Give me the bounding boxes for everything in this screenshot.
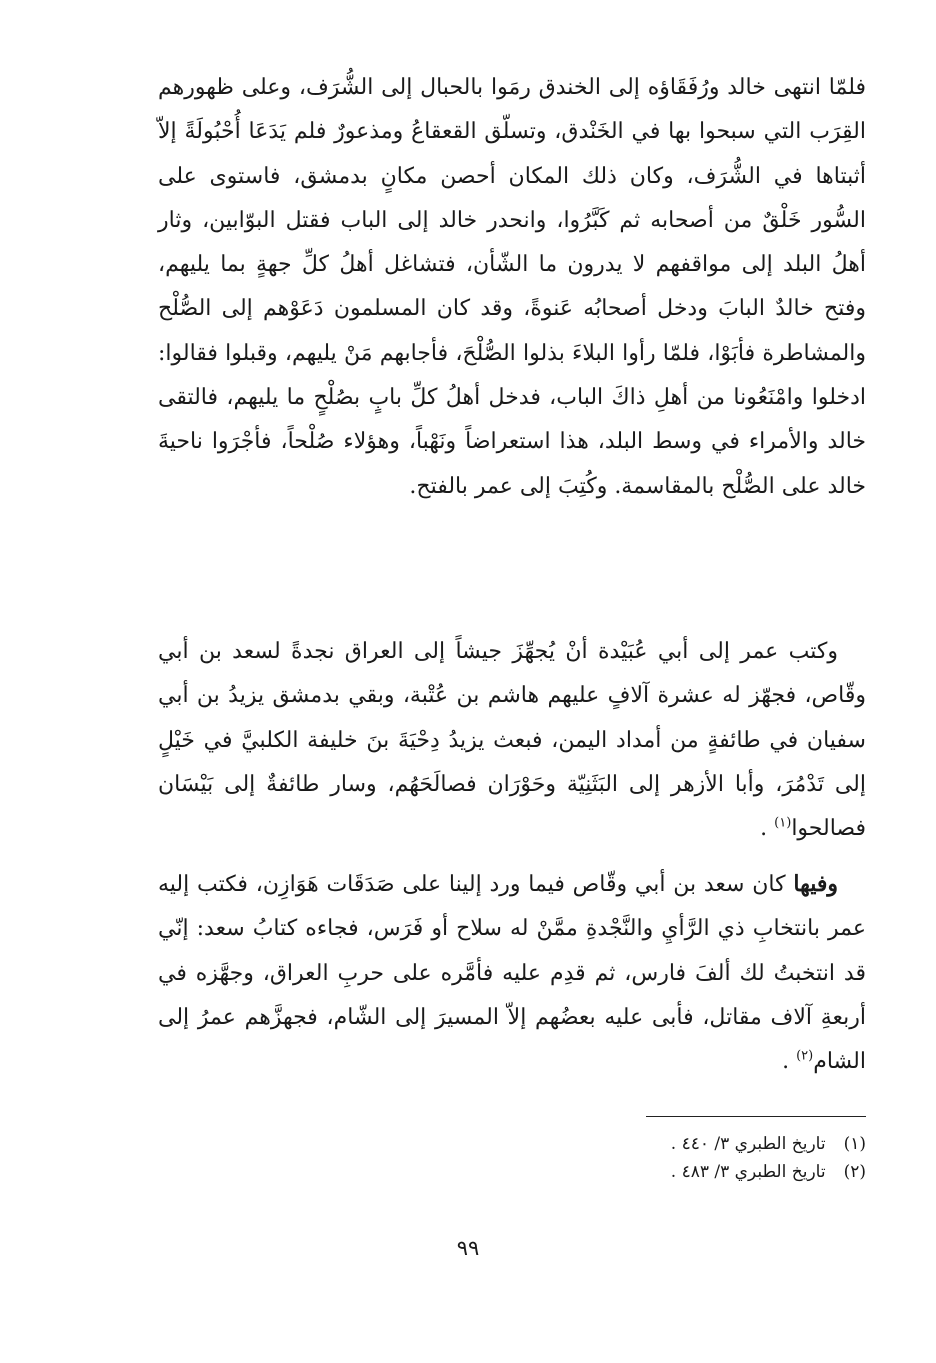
footnote-divider [646, 1116, 866, 1117]
footnote-1-text: تاريخ الطبري ٣/ ٤٤٠ . [670, 1134, 826, 1154]
paragraph-1-text: فلمّا انتهى خالد ورُفَقَاؤه إلى الخندق رمَوا بالحبال إلى الشُّرَف، وعلى ظهورهم القِرَب التي سبحوا بها في الخَنْدق، وتسلّق القعقاعُ ومذعورٌ فلم يَدَعَا أُحْبُولَةً إلاّ أثبتاها في الشُّرَف، وكان ذلك المكان أحصن مكانٍ بدمشق، فاستوى على السُّور خَلْقٌ من أصحابه ثم كَبَّرُوا، وانحدر خالد إلى الباب فقتل البوّابين، وثار أهلُ البلد إلى مواقفهم لا يدرون ما الشّأن، فتشاغل أهلُ كلِّ جهةٍ بما يليهم، وفتح خالدٌ البابَ ودخل أصحابُه عَنوةً، وقد كان المسلمون دَعَوْهم إلى الصُّلْح والمشاطرة فأبَوْا، فلمّا رأوا البلاءَ بذلوا الصُّلْحَ، فأجابهم مَنْ يليهم، وقبلوا فقالوا: ادخلوا وامْنَعُونا من أهلِ ذاكَ الباب، فدخل أهلُ كلِّ بابٍ بصُلْحٍ ما يليهم، فالتقى خالد والأمراء في وسط البلد، هذا استعراضاً ونَهْباً، وهؤلاء صُلْحاً، فأجْرَوا ناحيةَ خالد على الصُّلْح بالمقاسمة. وكُتِبَ إلى عمر بالفتح. [158, 75, 866, 499]
footnote-ref-1[interactable]: (١) [774, 815, 792, 831]
footnote-1-number: (١) [843, 1134, 866, 1154]
paragraph-3-lead-word: وفيها [793, 871, 838, 897]
footnote-2-text: تاريخ الطبري ٣/ ٤٨٣ . [670, 1162, 826, 1182]
paragraph-1 [158, 66, 866, 509]
footnotes [560, 1130, 866, 1186]
paragraph-3 [158, 862, 866, 1084]
paragraph-3-tail: . [782, 1049, 797, 1075]
page-number: ٩٩ [456, 1236, 480, 1260]
footnote-1 [560, 1130, 866, 1158]
footnote-2 [560, 1158, 866, 1186]
footnote-2-number: (٢) [843, 1162, 866, 1182]
paragraph-2-text: وكتب عمر إلى أبي عُبَيْدة أنْ يُجهِّزَ جيشاً إلى العراق نجدةً لسعد بن أبي وقّاص، فجهّز له عشرة آلافٍ عليهم هاشم بن عُتْبة، وبقي بدمشق يزيدُ بن أبي سفيان في طائفةٍ من أمداد اليمن، فبعث يزيدُ دِحْيَةَ بنَ خليفة الكلبيَّ في خَيْلٍ إلى تَدْمُرَ، وأبا الأزهر إلى البَثَنِيّة وحَوْرَان فصالَحَهُم، وسار طائفةٌ إلى بَيْسَان فصالحوا [158, 639, 866, 842]
paragraph-2 [158, 630, 866, 851]
paragraph-2-tail: . [760, 816, 775, 842]
footnote-ref-2[interactable]: (٢) [796, 1048, 814, 1064]
paragraph-3-text: كان سعد بن أبي وقّاص فيما ورد إلينا على صَدَقَات هَوَازِن، فكتب إليه عمر بانتخابِ ذي الرَّأيِ والنَّجْدةِ ممَّنْ له سلاح أو فَرَس، فجاءه كتابُ سعد: إنّي قد انتخبتُ لك ألفَ فارس، ثم قدِم عليه فأمَّره على حربِ العراق، وجهَّزه في أربعةِ آلاف مقاتل، فأبى عليه بعضُهم إلاّ المسيرَ إلى الشّام، فجهزَّهم عمرُ إلى الشام [158, 872, 866, 1075]
